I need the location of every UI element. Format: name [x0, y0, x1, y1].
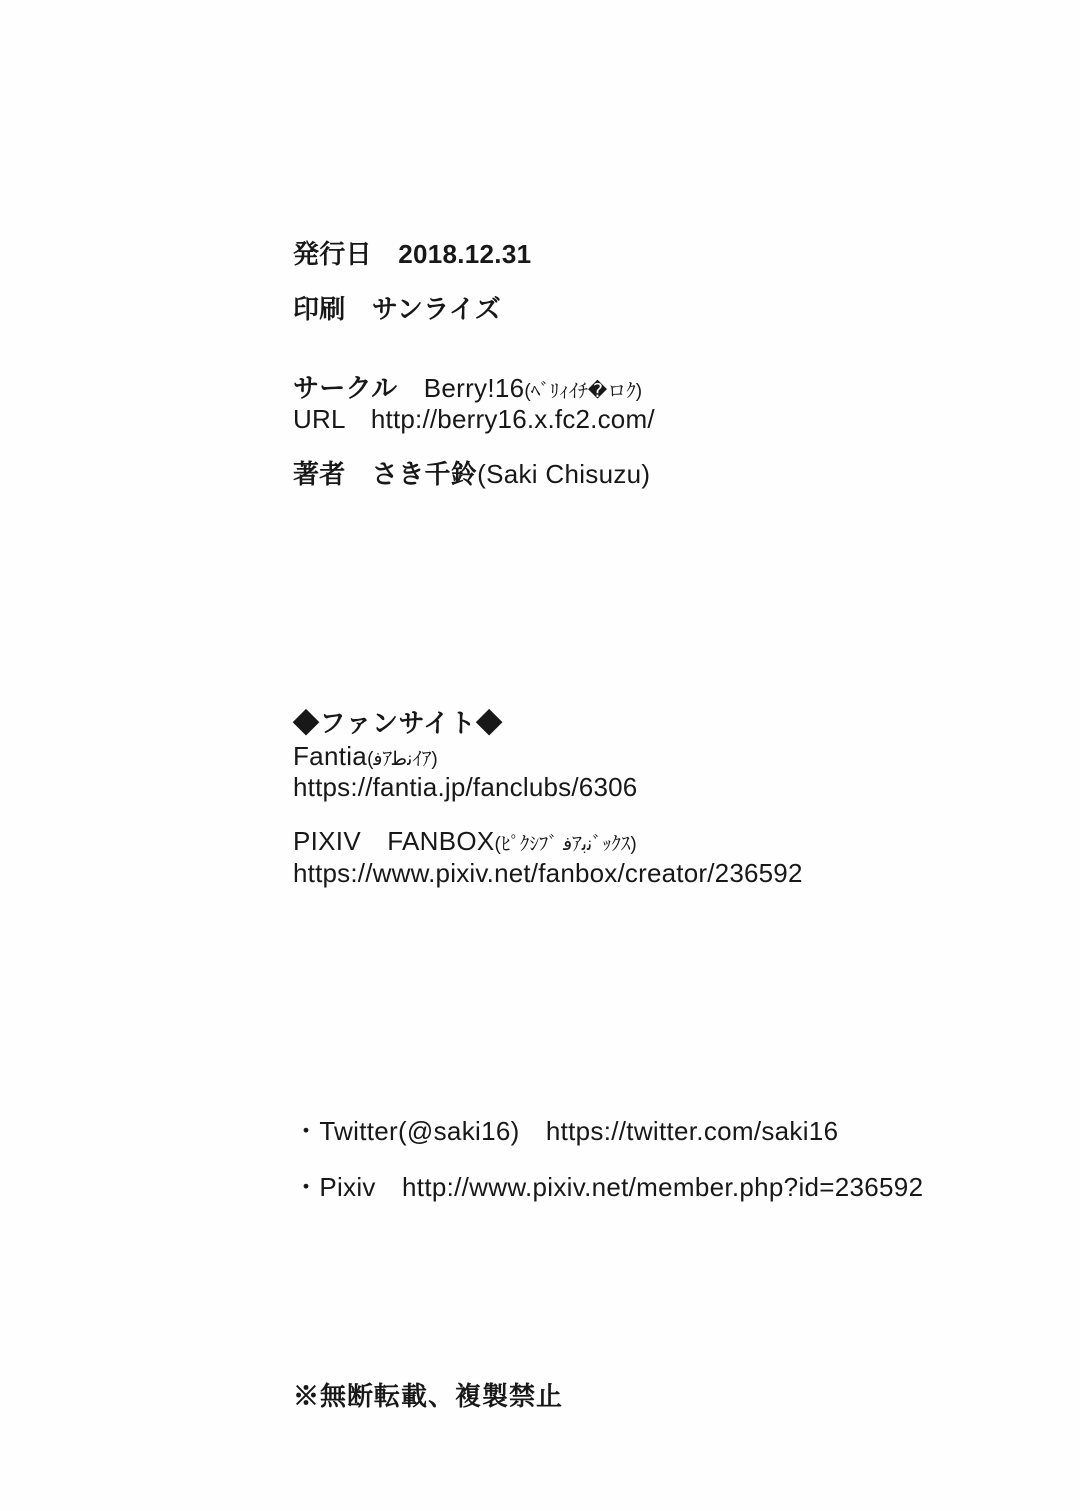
spacer-11 [293, 1334, 993, 1380]
spacer-5 [293, 611, 993, 707]
publication-date-label: 発行日 [293, 239, 372, 269]
publication-date-value: 2018.12.31 [398, 239, 532, 269]
printer-label: 印刷 [293, 294, 346, 325]
circle-name: Berry!16 [423, 372, 525, 403]
fantia-label: Fantia [293, 740, 368, 771]
pixiv-label: Pixiv [319, 1171, 376, 1202]
twitter-line [293, 1115, 993, 1148]
publication-date-line [293, 238, 993, 271]
author-line [293, 458, 993, 491]
twitter-url[interactable]: https://twitter.com/saki16 [545, 1116, 839, 1147]
bullet-icon: ・ [293, 1171, 320, 1202]
pixiv-fanbox-label: PIXIV FANBOX [293, 825, 495, 856]
colophon-text-block [293, 238, 993, 1413]
fantia-url[interactable]: https://fantia.jp/fanclubs/6306 [293, 772, 638, 803]
spacer-1 [293, 271, 993, 293]
pixiv-fanbox-url[interactable]: https://www.pixiv.net/fanbox/creator/236592 [293, 857, 803, 888]
spacer-3 [293, 436, 993, 458]
spacer-4 [293, 491, 993, 611]
spacer-10 [293, 1204, 993, 1334]
printer-value: サンライズ [371, 294, 502, 325]
spacer [520, 1116, 546, 1146]
fantia-reading: (ﻓｱﻧﻃｲｱ) [367, 748, 438, 770]
circle-line [293, 373, 993, 405]
author-label: 著者 [293, 458, 346, 489]
fansite-heading: ◆ファンサイト◆ [293, 708, 503, 739]
fantia-name-line [293, 741, 993, 773]
copyright-notice: ※無断転載、複製禁止 [293, 1380, 564, 1411]
spacer-8 [293, 1019, 993, 1115]
pixiv-fanbox-reading: (ﾋﾟｸｼﾌﾞ ﻓｱﻧﺑﾞｯｸｽ) [494, 833, 637, 855]
pixiv-url[interactable]: http://www.pixiv.net/member.php?id=236592 [402, 1171, 924, 1202]
circle-url-value: http://berry16.x.fc2.com/ [370, 404, 655, 435]
spacer [345, 404, 371, 434]
circle-url-label: URL [293, 404, 345, 435]
author-name: さき千鈴 [371, 458, 478, 489]
spacer [346, 294, 372, 324]
spacer-9 [293, 1149, 993, 1171]
author-romaji: (Saki Chisuzu) [477, 458, 651, 489]
spacer [372, 239, 398, 269]
circle-name-reading: (ﾍﾞﾘｨｲﾁ�ロｸ) [524, 380, 643, 402]
spacer-7 [293, 889, 993, 1019]
spacer [346, 459, 372, 489]
circle-url-line [293, 404, 993, 436]
spacer-6 [293, 804, 993, 826]
circle-label: サークル [293, 372, 398, 403]
bullet-icon: ・ [293, 1116, 320, 1147]
pixiv-line [293, 1171, 993, 1204]
printer-line [293, 293, 993, 326]
spacer [376, 1172, 402, 1202]
twitter-label: Twitter(@saki16) [319, 1116, 520, 1147]
pixiv-fanbox-name-line [293, 826, 993, 858]
spacer-2 [293, 327, 993, 373]
spacer [397, 373, 423, 403]
